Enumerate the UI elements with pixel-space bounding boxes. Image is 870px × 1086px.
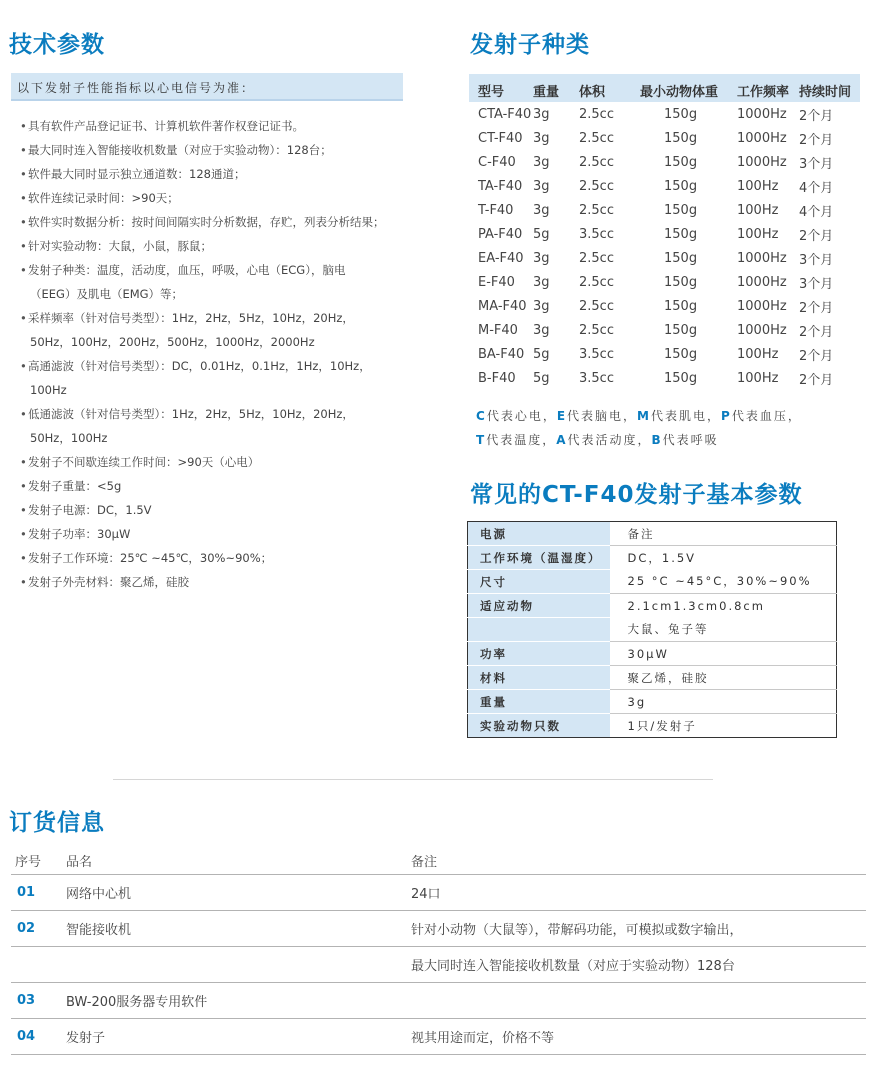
table-row [469, 366, 860, 390]
types-cell: 3个月 [799, 156, 834, 172]
table-row [469, 342, 860, 366]
types-cell: 1000Hz [737, 322, 787, 338]
legend-line [476, 428, 856, 452]
tech-param-line: • 发射子工作环境：25℃ ~45℃，30%~90%； [28, 551, 273, 565]
tech-param-item [20, 450, 420, 474]
types-cell: 2个月 [799, 372, 834, 388]
table-row [469, 294, 860, 318]
ct-param-value: 大鼠、兔子等 [610, 618, 837, 642]
legend-code: T [476, 433, 485, 447]
tech-param-item [20, 210, 420, 234]
types-cell: 2.5cc [579, 322, 614, 338]
tech-param-line: • 采样频率（针对信号类型）：1Hz，2Hz，5Hz，10Hz，20Hz， [28, 311, 354, 325]
types-cell: M-F40 [478, 322, 518, 338]
types-cell: 3个月 [799, 252, 834, 268]
legend-text: 代表脑电， [567, 409, 638, 423]
types-cell: 3.5cc [579, 346, 614, 362]
table-row [469, 222, 860, 246]
table-row [469, 174, 860, 198]
tech-param-line: • 低通滤波（针对信号类型）：1Hz，2Hz，5Hz，10Hz，20Hz， [28, 407, 354, 421]
types-cell: 2.5cc [579, 178, 614, 194]
transmitter-types-title: 发射子种类 [470, 32, 590, 58]
order-cell: 24口 [411, 874, 866, 910]
types-cell: B-F40 [478, 370, 516, 386]
tech-param-item [20, 522, 420, 546]
table-row [469, 246, 860, 270]
tech-params-banner: 以下发射子性能指标以心电信号为准： [11, 73, 403, 101]
types-header-row [469, 74, 860, 102]
ct-f40-params-table [467, 521, 837, 738]
legend-code: C [476, 409, 485, 423]
tech-param-line: 50Hz，100Hz [30, 431, 108, 445]
tech-param-item [20, 354, 420, 402]
tech-param-item [20, 498, 420, 522]
order-cell [11, 946, 62, 982]
legend-code: P [721, 409, 730, 423]
ct-param-value: 30μW [610, 642, 837, 666]
legend-line [476, 404, 856, 428]
tech-param-item [20, 114, 420, 138]
tech-params-title: 技术参数 [9, 32, 105, 58]
tech-param-line: • 发射子重量：<5g [28, 479, 122, 493]
table-row [468, 642, 837, 666]
types-cell: 100Hz [737, 370, 779, 386]
tech-param-line: • 发射子功率：30μW [28, 527, 131, 541]
order-cell: 01 [11, 874, 62, 910]
types-cell: 5g [533, 226, 550, 242]
types-cell: BA-F40 [478, 346, 525, 362]
tech-param-line: 100Hz [30, 383, 67, 397]
tech-param-line: • 软件最大同时显示独立通道数：128通道； [28, 167, 246, 181]
table-row [11, 874, 866, 910]
types-legend [476, 404, 856, 452]
types-cell: 2.5cc [579, 250, 614, 266]
types-cell: 2.5cc [579, 202, 614, 218]
legend-text: 代表肌电， [651, 409, 722, 423]
types-cell: 3g [533, 178, 550, 194]
table-row [469, 318, 860, 342]
types-cell: 100Hz [737, 178, 779, 194]
table-row [469, 126, 860, 150]
types-cell: 100Hz [737, 346, 779, 362]
ct-param-key: 重量 [468, 690, 610, 714]
types-header-cell: 最小动物体重 [640, 84, 719, 100]
types-cell: 2个月 [799, 108, 834, 124]
table-row [468, 594, 837, 618]
order-info-table [11, 848, 866, 1055]
types-cell: 4个月 [799, 180, 834, 196]
ct-param-key: 功率 [468, 642, 610, 666]
types-cell: MA-F40 [478, 298, 527, 314]
ct-param-value: 聚乙烯，硅胶 [610, 666, 837, 690]
ct-param-value: 备注 [610, 522, 837, 546]
legend-text: 代表血压， [731, 409, 802, 423]
ct-param-value: 3g [610, 690, 837, 714]
types-cell: 1000Hz [737, 154, 787, 170]
ct-param-value: DC，1.5V [627, 550, 697, 565]
ct-param-key: 尺寸 [468, 570, 610, 594]
table-row [468, 522, 837, 546]
tech-param-item [20, 546, 420, 570]
types-cell: 4个月 [799, 204, 834, 220]
types-cell: 3g [533, 250, 550, 266]
order-cell [62, 946, 411, 982]
types-cell: 1000Hz [737, 298, 787, 314]
legend-code: M [637, 409, 649, 423]
table-row [11, 910, 866, 946]
types-cell: 2个月 [799, 132, 834, 148]
ct-param-value: 25 °C ~45°C，30%~90% [610, 570, 837, 594]
types-cell: 5g [533, 346, 550, 362]
section-divider [113, 779, 713, 780]
order-cell: 网络中心机 [62, 874, 411, 910]
legend-text: 代表温度， [486, 433, 557, 447]
types-cell: 3.5cc [579, 370, 614, 386]
table-row [11, 1018, 866, 1054]
types-cell: 3g [533, 106, 550, 122]
ct-param-key: 实验动物只数 [468, 714, 610, 738]
legend-text: 代表活动度， [567, 433, 652, 447]
types-cell: E-F40 [478, 274, 515, 290]
types-cell: 150g [664, 130, 698, 146]
tech-param-line: • 发射子种类：温度，活动度，血压，呼吸，心电（ECG），脑电 [28, 263, 346, 277]
types-cell: 3g [533, 298, 550, 314]
tech-param-line: • 针对实验动物：大鼠，小鼠，豚鼠； [28, 239, 212, 253]
table-row [468, 570, 837, 594]
tech-param-item [20, 162, 420, 186]
types-header-cell: 工作频率 [737, 84, 790, 100]
types-cell: 2个月 [799, 348, 834, 364]
types-cell: 3g [533, 274, 550, 290]
tech-param-line: 50Hz，100Hz，200Hz，500Hz，1000Hz，2000Hz [30, 335, 315, 349]
tech-param-item [20, 258, 420, 306]
order-cell [411, 982, 866, 1018]
order-cell: 智能接收机 [62, 910, 411, 946]
table-row [468, 546, 837, 570]
legend-text: 代表心电， [486, 409, 557, 423]
legend-text: 代表呼吸 [662, 433, 719, 447]
types-cell: 150g [664, 178, 698, 194]
table-row [468, 690, 837, 714]
types-cell: 5g [533, 370, 550, 386]
types-header-cell: 重量 [533, 84, 560, 100]
ct-param-value: 1只/发射子 [627, 718, 697, 733]
table-row [468, 618, 837, 642]
types-cell: 2个月 [799, 324, 834, 340]
table-row [469, 150, 860, 174]
table-row [11, 982, 866, 1018]
tech-param-line: • 软件实时数据分析：按时间间隔实时分析数据，存贮，列表分析结果； [28, 215, 385, 229]
tech-param-line: • 高通滤波（针对信号类型）：DC，0.01Hz，0.1Hz，1Hz，10Hz， [28, 359, 371, 373]
table-row [468, 666, 837, 690]
order-cell: 03 [11, 982, 62, 1018]
order-cell: 视其用途而定，价格不等 [411, 1018, 866, 1054]
types-cell: 3g [533, 202, 550, 218]
types-cell: 150g [664, 370, 698, 386]
types-cell: PA-F40 [478, 226, 523, 242]
tech-param-item [20, 138, 420, 162]
types-cell: 150g [664, 274, 698, 290]
types-cell: 2.5cc [579, 298, 614, 314]
tech-param-line: • 发射子不间歇连续工作时间：>90天（心电） [28, 455, 260, 469]
types-cell: 150g [664, 322, 698, 338]
types-cell: 100Hz [737, 202, 779, 218]
types-cell: 2.5cc [579, 106, 614, 122]
tech-param-item [20, 306, 420, 354]
types-header-cell: 持续时间 [799, 84, 852, 100]
types-cell: 3.5cc [579, 226, 614, 242]
ct-param-key: 材料 [468, 666, 610, 690]
types-cell: 150g [664, 250, 698, 266]
types-cell: 150g [664, 154, 698, 170]
types-cell: 2个月 [799, 300, 834, 316]
types-cell: T-F40 [478, 202, 514, 218]
table-row [468, 714, 837, 738]
table-row [469, 102, 860, 126]
order-cell: BW-200服务器专用软件 [62, 982, 411, 1018]
ct-param-key: 工作环境（温湿度） [468, 546, 610, 570]
order-header-cell: 备注 [411, 848, 866, 874]
types-cell: 2个月 [799, 228, 834, 244]
tech-param-item [20, 570, 420, 594]
types-cell: 1000Hz [737, 250, 787, 266]
ct-param-key [468, 618, 610, 642]
tech-params-list [20, 114, 420, 594]
types-cell: C-F40 [478, 154, 516, 170]
ct-param-value: 2.1cm1.3cm0.8cm [627, 598, 765, 613]
types-cell: 3g [533, 130, 550, 146]
tech-param-item [20, 474, 420, 498]
types-cell: TA-F40 [478, 178, 523, 194]
types-cell: 1000Hz [737, 274, 787, 290]
types-cell: 3g [533, 322, 550, 338]
order-header-row [11, 848, 866, 874]
tech-param-line: • 发射子电源：DC，1.5V [28, 503, 152, 517]
tech-param-line: • 具有软件产品登记证书、计算机软件著作权登记证书。 [28, 119, 304, 133]
types-cell: 100Hz [737, 226, 779, 242]
legend-code: A [556, 433, 566, 447]
types-header-cell: 型号 [478, 84, 505, 100]
order-cell: 发射子 [62, 1018, 411, 1054]
legend-code: E [556, 409, 566, 423]
order-header-cell: 序号 [11, 848, 62, 874]
types-header-cell: 体积 [579, 84, 606, 100]
tech-param-item [20, 234, 420, 258]
ct-f40-params-title: 常见的CT-F40发射子基本参数 [470, 482, 803, 508]
table-row [11, 946, 866, 982]
types-cell: CT-F40 [478, 130, 523, 146]
tech-param-line: • 最大同时连入智能接收机数量（对应于实验动物）：128台； [28, 143, 332, 157]
table-row [469, 270, 860, 294]
tech-param-line: （EEG）及肌电（EMG）等； [30, 287, 184, 301]
types-cell: 2.5cc [579, 130, 614, 146]
legend-code: B [651, 433, 661, 447]
types-cell: 2.5cc [579, 274, 614, 290]
transmitter-types-table [469, 74, 860, 390]
tech-param-item [20, 402, 420, 450]
types-cell: 150g [664, 346, 698, 362]
types-cell: 2.5cc [579, 154, 614, 170]
types-cell: 1000Hz [737, 130, 787, 146]
order-cell: 最大同时连入智能接收机数量（对应于实验动物）128台 [411, 946, 866, 982]
order-cell: 02 [11, 910, 62, 946]
types-cell: 150g [664, 202, 698, 218]
order-header-cell: 品名 [62, 848, 411, 874]
types-cell: 150g [664, 106, 698, 122]
table-row [469, 198, 860, 222]
ct-param-key: 电源 [468, 522, 610, 546]
tech-param-line: • 软件连续记录时间：>90天； [28, 191, 179, 205]
ct-param-key: 适应动物 [468, 594, 610, 618]
types-cell: 150g [664, 226, 698, 242]
types-cell: 3个月 [799, 276, 834, 292]
tech-param-item [20, 186, 420, 210]
order-cell: 针对小动物（大鼠等），带解码功能，可模拟或数字输出， [411, 910, 866, 946]
types-cell: EA-F40 [478, 250, 524, 266]
tech-param-line: • 发射子外壳材料：聚乙烯，硅胶 [28, 575, 189, 589]
types-cell: 1000Hz [737, 106, 787, 122]
types-cell: 3g [533, 154, 550, 170]
order-cell: 04 [11, 1018, 62, 1054]
order-info-title: 订货信息 [9, 810, 105, 836]
types-cell: CTA-F40 [478, 106, 532, 122]
types-cell: 150g [664, 298, 698, 314]
